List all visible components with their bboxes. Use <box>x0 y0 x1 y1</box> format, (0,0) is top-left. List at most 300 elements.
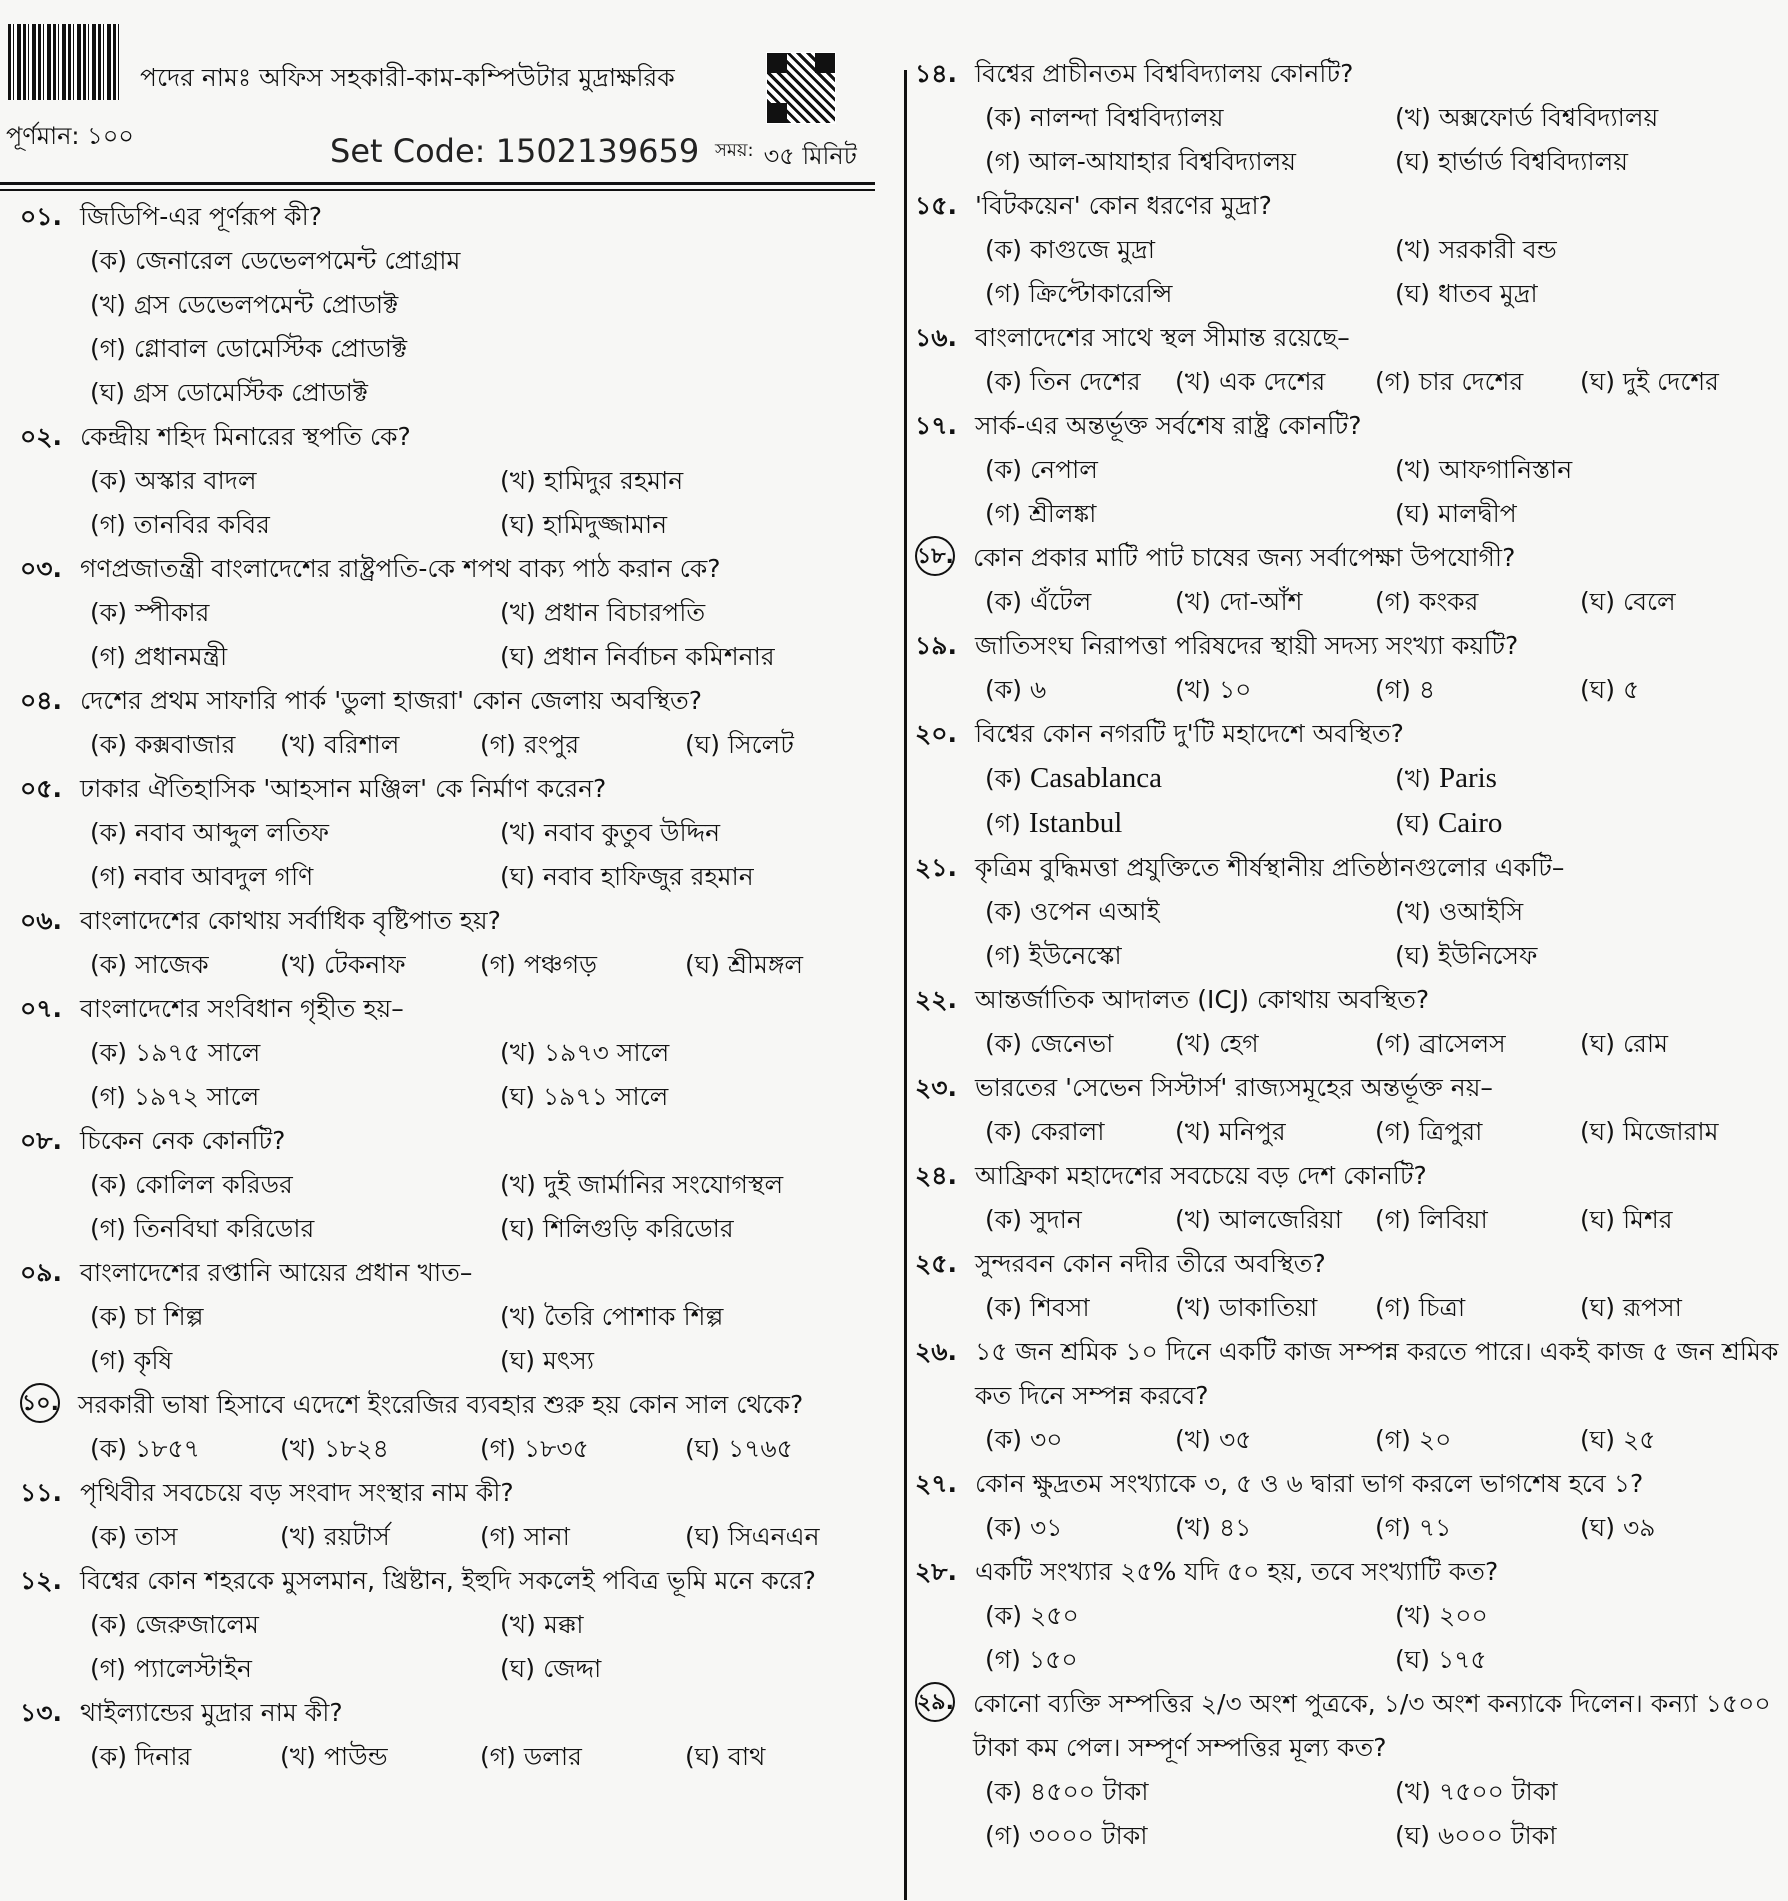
option-item <box>90 943 280 987</box>
option-text: Casablanca <box>1030 762 1163 794</box>
option-text: নবাব আবদুল গণি <box>133 862 314 891</box>
question-number: ১০. <box>20 1383 60 1423</box>
option-label: (ঘ) <box>1580 367 1615 396</box>
question-item <box>915 624 1785 712</box>
option-item <box>1395 1814 1788 1858</box>
option-label: (ক) <box>985 1029 1022 1058</box>
option-text: ইউনিসেফ <box>1437 941 1538 970</box>
option-label: (ঘ) <box>1580 1117 1615 1146</box>
option-label: (খ) <box>1395 455 1431 484</box>
option-text: অক্সফোর্ড বিশ্ববিদ্যালয় <box>1438 103 1659 132</box>
option-item <box>985 580 1175 624</box>
question-number: ১১. <box>20 1478 62 1507</box>
option-text: তিন দেশের <box>1030 367 1141 396</box>
option-text: সরকারী বন্ড <box>1438 235 1557 264</box>
options-group <box>20 591 880 679</box>
option-label: (খ) <box>1395 103 1431 132</box>
option-item <box>1175 1022 1375 1066</box>
option-item <box>985 272 1395 316</box>
option-text: ইউনেস্কো <box>1028 941 1122 970</box>
option-item <box>985 1022 1175 1066</box>
option-label: (ঘ) <box>685 1742 720 1771</box>
question-text: আফ্রিকা মহাদেশের সবচেয়ে বড় দেশ কোনটি? <box>975 1161 1427 1190</box>
option-label: (খ) <box>500 1170 536 1199</box>
question-number: ২২. <box>915 985 958 1014</box>
option-label: (খ) <box>1395 897 1431 926</box>
option-label: (ঘ) <box>1580 1029 1615 1058</box>
question-text: দেশের প্রথম সাফারি পার্ক 'ডুলা হাজরা' কোন জেলায় অবস্থিত? <box>80 686 703 715</box>
question-stem <box>20 547 880 591</box>
option-text: নবাব আব্দুল লতিফ <box>135 818 330 847</box>
option-label: (গ) <box>1375 1029 1411 1058</box>
option-item <box>1375 360 1580 404</box>
option-label: (গ) <box>90 510 126 539</box>
option-text: ১৫০ <box>1028 1645 1078 1674</box>
question-stem <box>915 1330 1785 1418</box>
option-label: (ঘ) <box>685 1434 720 1463</box>
option-text: সিএনএন <box>727 1522 820 1551</box>
option-text: বেলে <box>1622 587 1676 616</box>
option-text: ২০০ <box>1438 1601 1488 1630</box>
option-text: ত্রিপুরা <box>1418 1117 1483 1146</box>
question-item <box>20 547 880 679</box>
options-group <box>915 1198 1785 1242</box>
option-text: ৭১ <box>1418 1513 1452 1542</box>
option-item <box>1175 1418 1375 1462</box>
question-item <box>915 712 1785 846</box>
question-number: ১৯. <box>915 631 957 660</box>
option-item <box>1175 1286 1375 1330</box>
question-stem <box>915 536 1785 580</box>
question-item <box>20 1559 880 1691</box>
question-stem <box>915 316 1785 360</box>
option-label: (ঘ) <box>1395 1821 1430 1850</box>
question-text: কেন্দ্রীয় শহিদ মিনারের স্থপতি কে? <box>80 422 411 451</box>
option-text: ১০ <box>1218 675 1252 704</box>
option-text: শিলিগুড়ি করিডোর <box>542 1214 734 1243</box>
question-stem <box>915 978 1785 1022</box>
option-item <box>1580 1506 1788 1550</box>
time-label: সময়: <box>715 140 754 161</box>
options-group <box>915 1594 1785 1682</box>
option-item <box>1395 934 1788 978</box>
option-label: (খ) <box>500 1038 536 1067</box>
question-number: ২৭. <box>915 1469 958 1498</box>
question-item <box>915 1154 1785 1242</box>
question-number: ০৩. <box>20 554 63 583</box>
option-text: শিবসা <box>1030 1293 1090 1322</box>
option-label: (ঘ) <box>500 1214 535 1243</box>
options-group <box>20 1427 880 1471</box>
question-stem <box>915 184 1785 228</box>
question-text: বাংলাদেশের রপ্তানি আয়ের প্রধান খাত– <box>80 1258 473 1287</box>
option-item <box>1580 1286 1788 1330</box>
option-label: (গ) <box>1375 1117 1411 1146</box>
option-text: কোলিল করিডর <box>135 1170 293 1199</box>
option-text: প্রধান বিচারপতি <box>543 598 706 627</box>
option-label: (খ) <box>1175 1205 1211 1234</box>
option-text: আফগানিস্তান <box>1438 455 1573 484</box>
question-text: থাইল্যান্ডের মুদ্রার নাম কী? <box>80 1698 343 1727</box>
option-item <box>1175 580 1375 624</box>
option-text: মৎস্য <box>542 1346 594 1375</box>
question-stem <box>20 1383 880 1427</box>
option-label: (খ) <box>280 950 316 979</box>
option-text: ৭৫০০ টাকা <box>1438 1777 1558 1806</box>
question-number: ০৯. <box>20 1258 62 1287</box>
option-label: (ক) <box>90 1170 127 1199</box>
question-stem <box>20 1691 880 1735</box>
option-item <box>500 591 900 635</box>
question-item <box>915 1550 1785 1682</box>
option-item <box>90 459 500 503</box>
option-text: নালন্দা বিশ্ববিদ্যালয় <box>1030 103 1224 132</box>
option-text: ১৭৬৫ <box>727 1434 793 1463</box>
option-item <box>90 1647 500 1691</box>
question-stem <box>20 1471 880 1515</box>
option-label: (খ) <box>1175 1029 1211 1058</box>
options-group <box>20 239 880 415</box>
question-item <box>20 1119 880 1251</box>
option-item <box>985 448 1395 492</box>
option-label: (খ) <box>280 1522 316 1551</box>
option-label: (খ) <box>280 730 316 759</box>
question-text: বাংলাদেশের সাথে স্থল সীমান্ত রয়েছে– <box>975 323 1350 352</box>
option-label: (ঘ) <box>500 1082 535 1111</box>
question-stem <box>915 1682 1785 1770</box>
option-label: (ক) <box>90 466 127 495</box>
option-text: ডলার <box>523 1742 582 1771</box>
option-item <box>90 811 500 855</box>
option-label: (ঘ) <box>685 950 720 979</box>
question-item <box>915 978 1785 1066</box>
option-label: (ক) <box>90 1038 127 1067</box>
options-group <box>915 1110 1785 1154</box>
option-text: মালদ্বীপ <box>1437 499 1517 528</box>
question-text: কোনো ব্যক্তি সম্পত্তির ২/৩ অংশ পুত্রকে, ১/৩ অংশ কন্যাকে দিলেন। কন্যা ১৫০০ টাকা কম পেল। সম্পূর্ণ সম্পত্তির মূল্য কত? <box>973 1689 1771 1762</box>
option-label: (গ) <box>1375 675 1411 704</box>
column-divider <box>904 70 907 1900</box>
option-label: (খ) <box>500 1302 536 1331</box>
question-text: জাতিসংঘ নিরাপত্তা পরিষদের স্থায়ী সদস্য সংখ্যা কয়টি? <box>975 631 1519 660</box>
question-item <box>915 846 1785 978</box>
option-label: (ঘ) <box>1580 1293 1615 1322</box>
question-stem <box>915 1550 1785 1594</box>
option-text: নেপাল <box>1030 455 1098 484</box>
question-number: ২৫. <box>915 1249 957 1278</box>
option-text: মিশর <box>1622 1205 1673 1234</box>
options-group <box>20 1603 880 1691</box>
option-label: (ঘ) <box>1395 809 1430 838</box>
option-text: কাগুজে মুদ্রা <box>1030 235 1156 264</box>
option-label: (গ) <box>1375 367 1411 396</box>
option-item <box>280 723 480 767</box>
option-label: (খ) <box>1395 1601 1431 1630</box>
option-label: (ঘ) <box>90 378 125 407</box>
option-text: সাজেক <box>135 950 209 979</box>
option-text: ১৯৭১ সালে <box>542 1082 669 1111</box>
question-number: ২৩. <box>915 1073 958 1102</box>
question-item <box>20 767 880 899</box>
option-item <box>985 1638 1395 1682</box>
option-label: (গ) <box>480 1434 516 1463</box>
option-item <box>90 591 500 635</box>
option-text: Cairo <box>1437 807 1503 839</box>
option-text: তানবির কবির <box>133 510 270 539</box>
question-number: ০৫. <box>20 774 62 803</box>
option-item <box>985 1506 1175 1550</box>
option-label: (ক) <box>985 235 1022 264</box>
options-group <box>20 943 880 987</box>
question-item <box>20 1691 880 1779</box>
option-label: (ক) <box>985 367 1022 396</box>
option-label: (গ) <box>480 1742 516 1771</box>
option-text: ১৭৫ <box>1437 1645 1487 1674</box>
question-item <box>915 404 1785 536</box>
question-stem <box>20 415 880 459</box>
question-number: ০৬. <box>20 906 63 935</box>
option-item <box>1580 1198 1788 1242</box>
question-stem <box>20 899 880 943</box>
question-item <box>915 316 1785 404</box>
option-label: (গ) <box>985 1645 1021 1674</box>
option-label: (ঘ) <box>1580 587 1615 616</box>
question-item <box>20 195 880 415</box>
option-item <box>90 1515 280 1559</box>
options-group <box>915 580 1785 624</box>
option-label: (ক) <box>985 1777 1022 1806</box>
question-number: ২৪. <box>915 1161 957 1190</box>
option-text: শ্রীলঙ্কা <box>1028 499 1097 528</box>
option-item <box>685 723 895 767</box>
option-text: তৈরি পোশাক শিল্প <box>543 1302 724 1331</box>
option-label: (গ) <box>480 730 516 759</box>
option-item <box>985 1418 1175 1462</box>
option-text: ৩০ <box>1030 1425 1063 1454</box>
option-text: গ্রস ডোমেস্টিক প্রোডাক্ট <box>132 378 368 407</box>
option-label: (গ) <box>480 1522 516 1551</box>
question-number: ০৪. <box>20 686 62 715</box>
option-text: পাউন্ড <box>323 1742 388 1771</box>
option-item <box>1395 1770 1788 1814</box>
question-stem <box>915 404 1785 448</box>
option-text: ১৯৭৩ সালে <box>543 1038 670 1067</box>
option-label: (খ) <box>1175 1513 1211 1542</box>
option-label: (ঘ) <box>1395 1645 1430 1674</box>
option-item <box>1175 1198 1375 1242</box>
option-text: ৩০০০ টাকা <box>1028 1821 1148 1850</box>
option-text: চার দেশের <box>1418 367 1524 396</box>
option-label: (ঘ) <box>1395 499 1430 528</box>
question-item <box>915 184 1785 316</box>
question-number: ১৩. <box>20 1698 62 1727</box>
option-label: (ক) <box>90 1434 127 1463</box>
right-column <box>915 52 1785 1858</box>
option-label: (ক) <box>985 764 1022 793</box>
option-label: (খ) <box>1175 1425 1211 1454</box>
option-label: (ঘ) <box>500 1346 535 1375</box>
option-item <box>90 723 280 767</box>
option-text: সানা <box>523 1522 570 1551</box>
option-label: (গ) <box>90 1082 126 1111</box>
option-label: (ক) <box>985 587 1022 616</box>
option-item <box>1375 1506 1580 1550</box>
question-item <box>915 1066 1785 1154</box>
option-label: (গ) <box>90 862 126 891</box>
option-label: (গ) <box>985 1821 1021 1850</box>
option-text: ৪ <box>1418 675 1436 704</box>
options-group <box>20 811 880 899</box>
option-text: হেগ <box>1218 1029 1259 1058</box>
options-group <box>915 756 1785 846</box>
option-item <box>1375 1286 1580 1330</box>
option-item <box>90 1207 500 1251</box>
question-stem <box>915 52 1785 96</box>
question-item <box>915 536 1785 624</box>
question-number: ১৪. <box>915 59 957 88</box>
option-text: ওআইসি <box>1438 897 1524 926</box>
option-label: (ক) <box>90 246 127 275</box>
option-label: (ক) <box>985 1513 1022 1542</box>
option-item <box>90 503 500 547</box>
question-number: ১৫. <box>915 191 957 220</box>
option-label: (ঘ) <box>1395 279 1430 308</box>
question-number: ১৬. <box>915 323 957 352</box>
option-label: (গ) <box>1375 1425 1411 1454</box>
option-text: অস্কার বাদল <box>135 466 257 495</box>
question-item <box>915 52 1785 184</box>
option-item <box>480 1515 685 1559</box>
question-number: ২১. <box>915 853 957 882</box>
option-label: (গ) <box>90 334 126 363</box>
question-item <box>915 1330 1785 1462</box>
option-item <box>500 503 900 547</box>
question-text: 'বিটকয়েন' কোন ধরণের মুদ্রা? <box>975 191 1272 220</box>
option-item <box>480 1427 685 1471</box>
option-item <box>90 635 500 679</box>
option-text: প্রধান নির্বাচন কমিশনার <box>542 642 775 671</box>
option-text: দিনার <box>135 1742 192 1771</box>
option-text: পঞ্চগড় <box>523 950 597 979</box>
option-text: ৬০০০ টাকা <box>1437 1821 1557 1850</box>
question-stem <box>20 1559 880 1603</box>
option-label: (গ) <box>985 499 1021 528</box>
option-text: গ্রস ডেভেলপমেন্ট প্রোডাক্ট <box>133 290 399 319</box>
option-text: ২৫০ <box>1030 1601 1079 1630</box>
option-item <box>90 1075 500 1119</box>
question-number: ২০. <box>915 719 958 748</box>
option-text: ১৮৫৭ <box>135 1434 200 1463</box>
option-text: ওপেন এআই <box>1030 897 1160 926</box>
options-group <box>915 668 1785 712</box>
option-item <box>90 1603 500 1647</box>
option-item <box>1580 580 1788 624</box>
options-group <box>915 448 1785 536</box>
option-label: (খ) <box>1395 1777 1431 1806</box>
option-label: (ঘ) <box>1395 941 1430 970</box>
option-item <box>1375 1198 1580 1242</box>
question-item <box>20 1471 880 1559</box>
option-text: দুই জার্মানির সংযোগস্থল <box>543 1170 784 1199</box>
option-text: ব্রাসেলস <box>1418 1029 1506 1058</box>
option-label: (ঘ) <box>1580 1205 1615 1234</box>
question-number: ০১. <box>20 202 62 231</box>
option-item <box>280 943 480 987</box>
options-group <box>915 228 1785 316</box>
option-item <box>985 934 1395 978</box>
question-text: সরকারী ভাষা হিসাবে এদেশে ইংরেজির ব্যবহার শুরু হয় কোন সাল থেকে? <box>78 1390 804 1419</box>
option-item <box>90 1163 500 1207</box>
question-number: ১২. <box>20 1566 62 1595</box>
option-item <box>1175 1110 1375 1154</box>
option-item <box>985 492 1395 536</box>
option-label: (গ) <box>985 279 1021 308</box>
option-item <box>985 890 1395 934</box>
question-stem <box>915 712 1785 756</box>
option-label: (খ) <box>1395 764 1431 793</box>
question-item <box>915 1242 1785 1330</box>
option-item <box>500 1163 900 1207</box>
option-text: জেনেভা <box>1030 1029 1114 1058</box>
option-label: (ক) <box>90 950 127 979</box>
option-text: মিজোরাম <box>1622 1117 1719 1146</box>
option-label: (ঘ) <box>685 730 720 759</box>
question-text: সুন্দরবন কোন নদীর তীরে অবস্থিত? <box>975 1249 1326 1278</box>
option-label: (ঘ) <box>1395 147 1430 176</box>
option-item <box>500 1075 900 1119</box>
option-text: এঁটেল <box>1030 587 1092 616</box>
option-label: (খ) <box>280 1434 316 1463</box>
option-label: (ক) <box>985 455 1022 484</box>
option-item <box>500 1207 900 1251</box>
question-text: পৃথিবীর সবচেয়ে বড় সংবাদ সংস্থার নাম কী? <box>80 1478 514 1507</box>
option-label: (গ) <box>480 950 516 979</box>
option-label: (ক) <box>90 818 127 847</box>
option-label: (ক) <box>985 103 1022 132</box>
option-item <box>500 1647 900 1691</box>
option-item <box>1175 668 1375 712</box>
option-item <box>985 1594 1395 1638</box>
question-number: ০৮. <box>20 1126 62 1155</box>
option-text: স্পীকার <box>135 598 210 627</box>
full-marks: পূর্ণমান: ১০০ <box>6 122 134 150</box>
option-text: ধাতব মুদ্রা <box>1437 279 1538 308</box>
option-item <box>480 723 685 767</box>
option-item <box>500 459 900 503</box>
option-item <box>90 239 880 283</box>
question-item <box>915 1462 1785 1550</box>
option-item <box>90 371 880 415</box>
option-item <box>500 811 900 855</box>
option-text: ১৮২৪ <box>323 1434 389 1463</box>
option-item <box>90 283 880 327</box>
question-item <box>20 987 880 1119</box>
set-code: Set Code: 1502139659 <box>330 132 700 170</box>
option-text: গ্লোবাল ডোমেস্টিক প্রোডাক্ট <box>133 334 408 363</box>
options-group <box>20 1031 880 1119</box>
option-text: রোম <box>1622 1029 1668 1058</box>
question-text: কৃত্রিম বুদ্ধিমত্তা প্রযুক্তিতে শীর্ষস্থানীয় প্রতিষ্ঠানগুলোর একটি– <box>975 853 1565 882</box>
question-number: ১৮. <box>915 536 955 576</box>
option-text: ২০ <box>1418 1425 1452 1454</box>
question-number: ২৬. <box>915 1337 958 1366</box>
option-text: আলজেরিয়া <box>1218 1205 1343 1234</box>
option-item <box>1375 1110 1580 1154</box>
question-stem <box>20 679 880 723</box>
options-group <box>20 1163 880 1251</box>
option-text: বাথ <box>727 1742 766 1771</box>
question-stem <box>915 1462 1785 1506</box>
